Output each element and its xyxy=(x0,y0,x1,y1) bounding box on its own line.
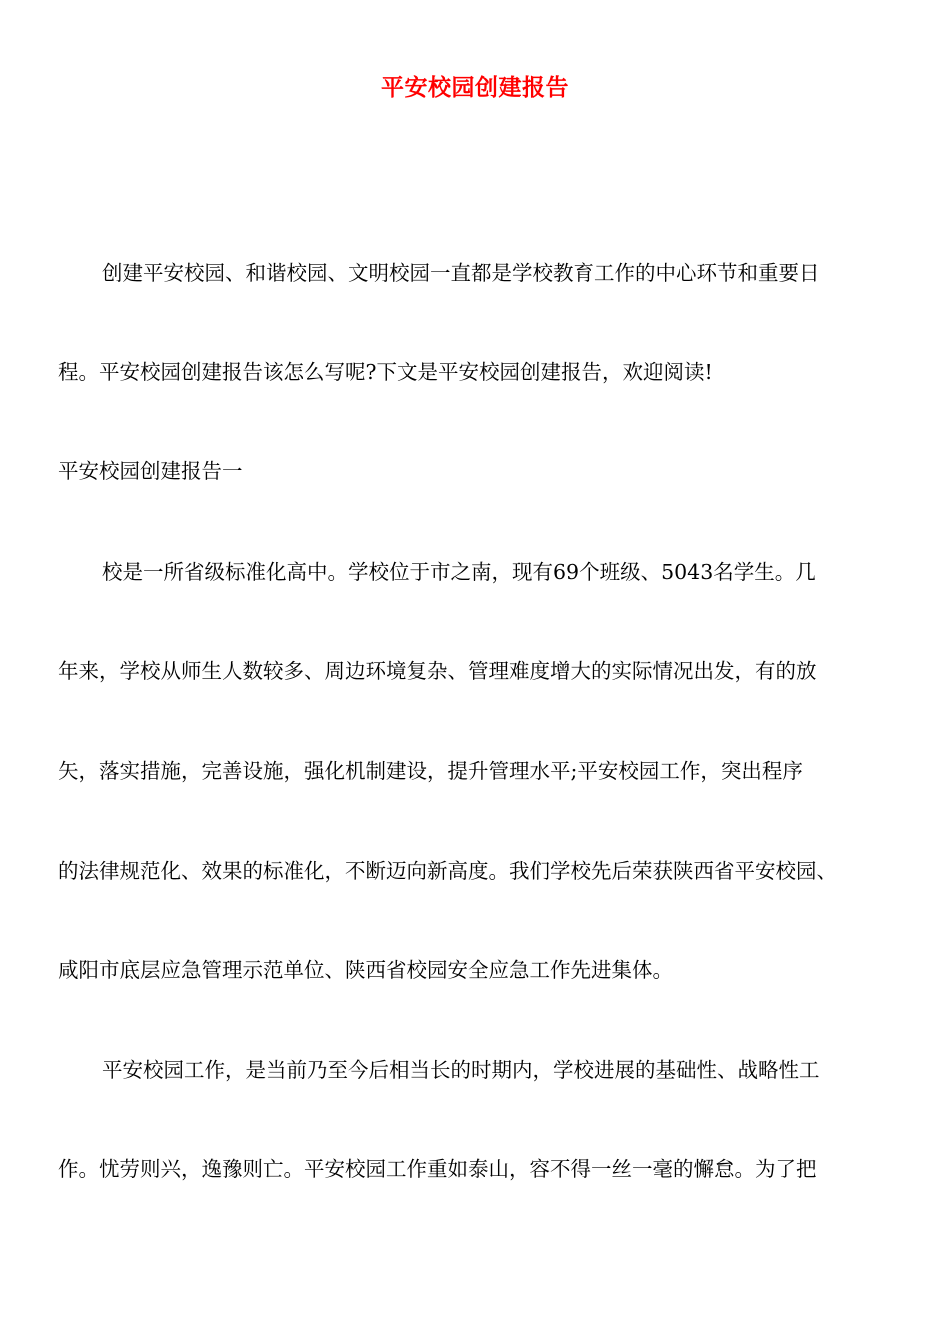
paragraph-2-line-1: 校是一所省级标准化高中。学校位于市之南，现有69个班级、5043名学生。几 xyxy=(102,560,816,584)
paragraph-1-line-2: 程。平安校园创建报告该怎么写呢?下文是平安校园创建报告，欢迎阅读! xyxy=(58,360,713,384)
paragraph-3-line-2: 作。忧劳则兴，逸豫则亡。平安校园工作重如泰山，容不得一丝一毫的懈怠。为了把 xyxy=(58,1157,817,1181)
paragraph-2-line-3: 矢，落实措施，完善设施，强化机制建设，提升管理水平;平安校园工作，突出程序 xyxy=(58,759,803,783)
paragraph-2-line-5: 咸阳市底层应急管理示范单位、陕西省校园安全应急工作先进集体。 xyxy=(58,958,673,982)
document-title: 平安校园创建报告 xyxy=(381,75,569,101)
paragraph-2-line-2: 年来，学校从师生人数较多、周边环境复杂、管理难度增大的实际情况出发，有的放 xyxy=(58,659,817,683)
paragraph-3-line-1: 平安校园工作，是当前乃至今后相当长的时期内，学校进展的基础性、战略性工 xyxy=(102,1058,820,1082)
section-heading-1: 平安校园创建报告一 xyxy=(58,459,243,483)
paragraph-1-line-1: 创建平安校园、和谐校园、文明校园一直都是学校教育工作的中心环节和重要日 xyxy=(102,261,820,285)
paragraph-2-line-4: 的法律规范化、效果的标准化，不断迈向新高度。我们学校先后荣获陕西省平安校园、 xyxy=(58,859,837,883)
